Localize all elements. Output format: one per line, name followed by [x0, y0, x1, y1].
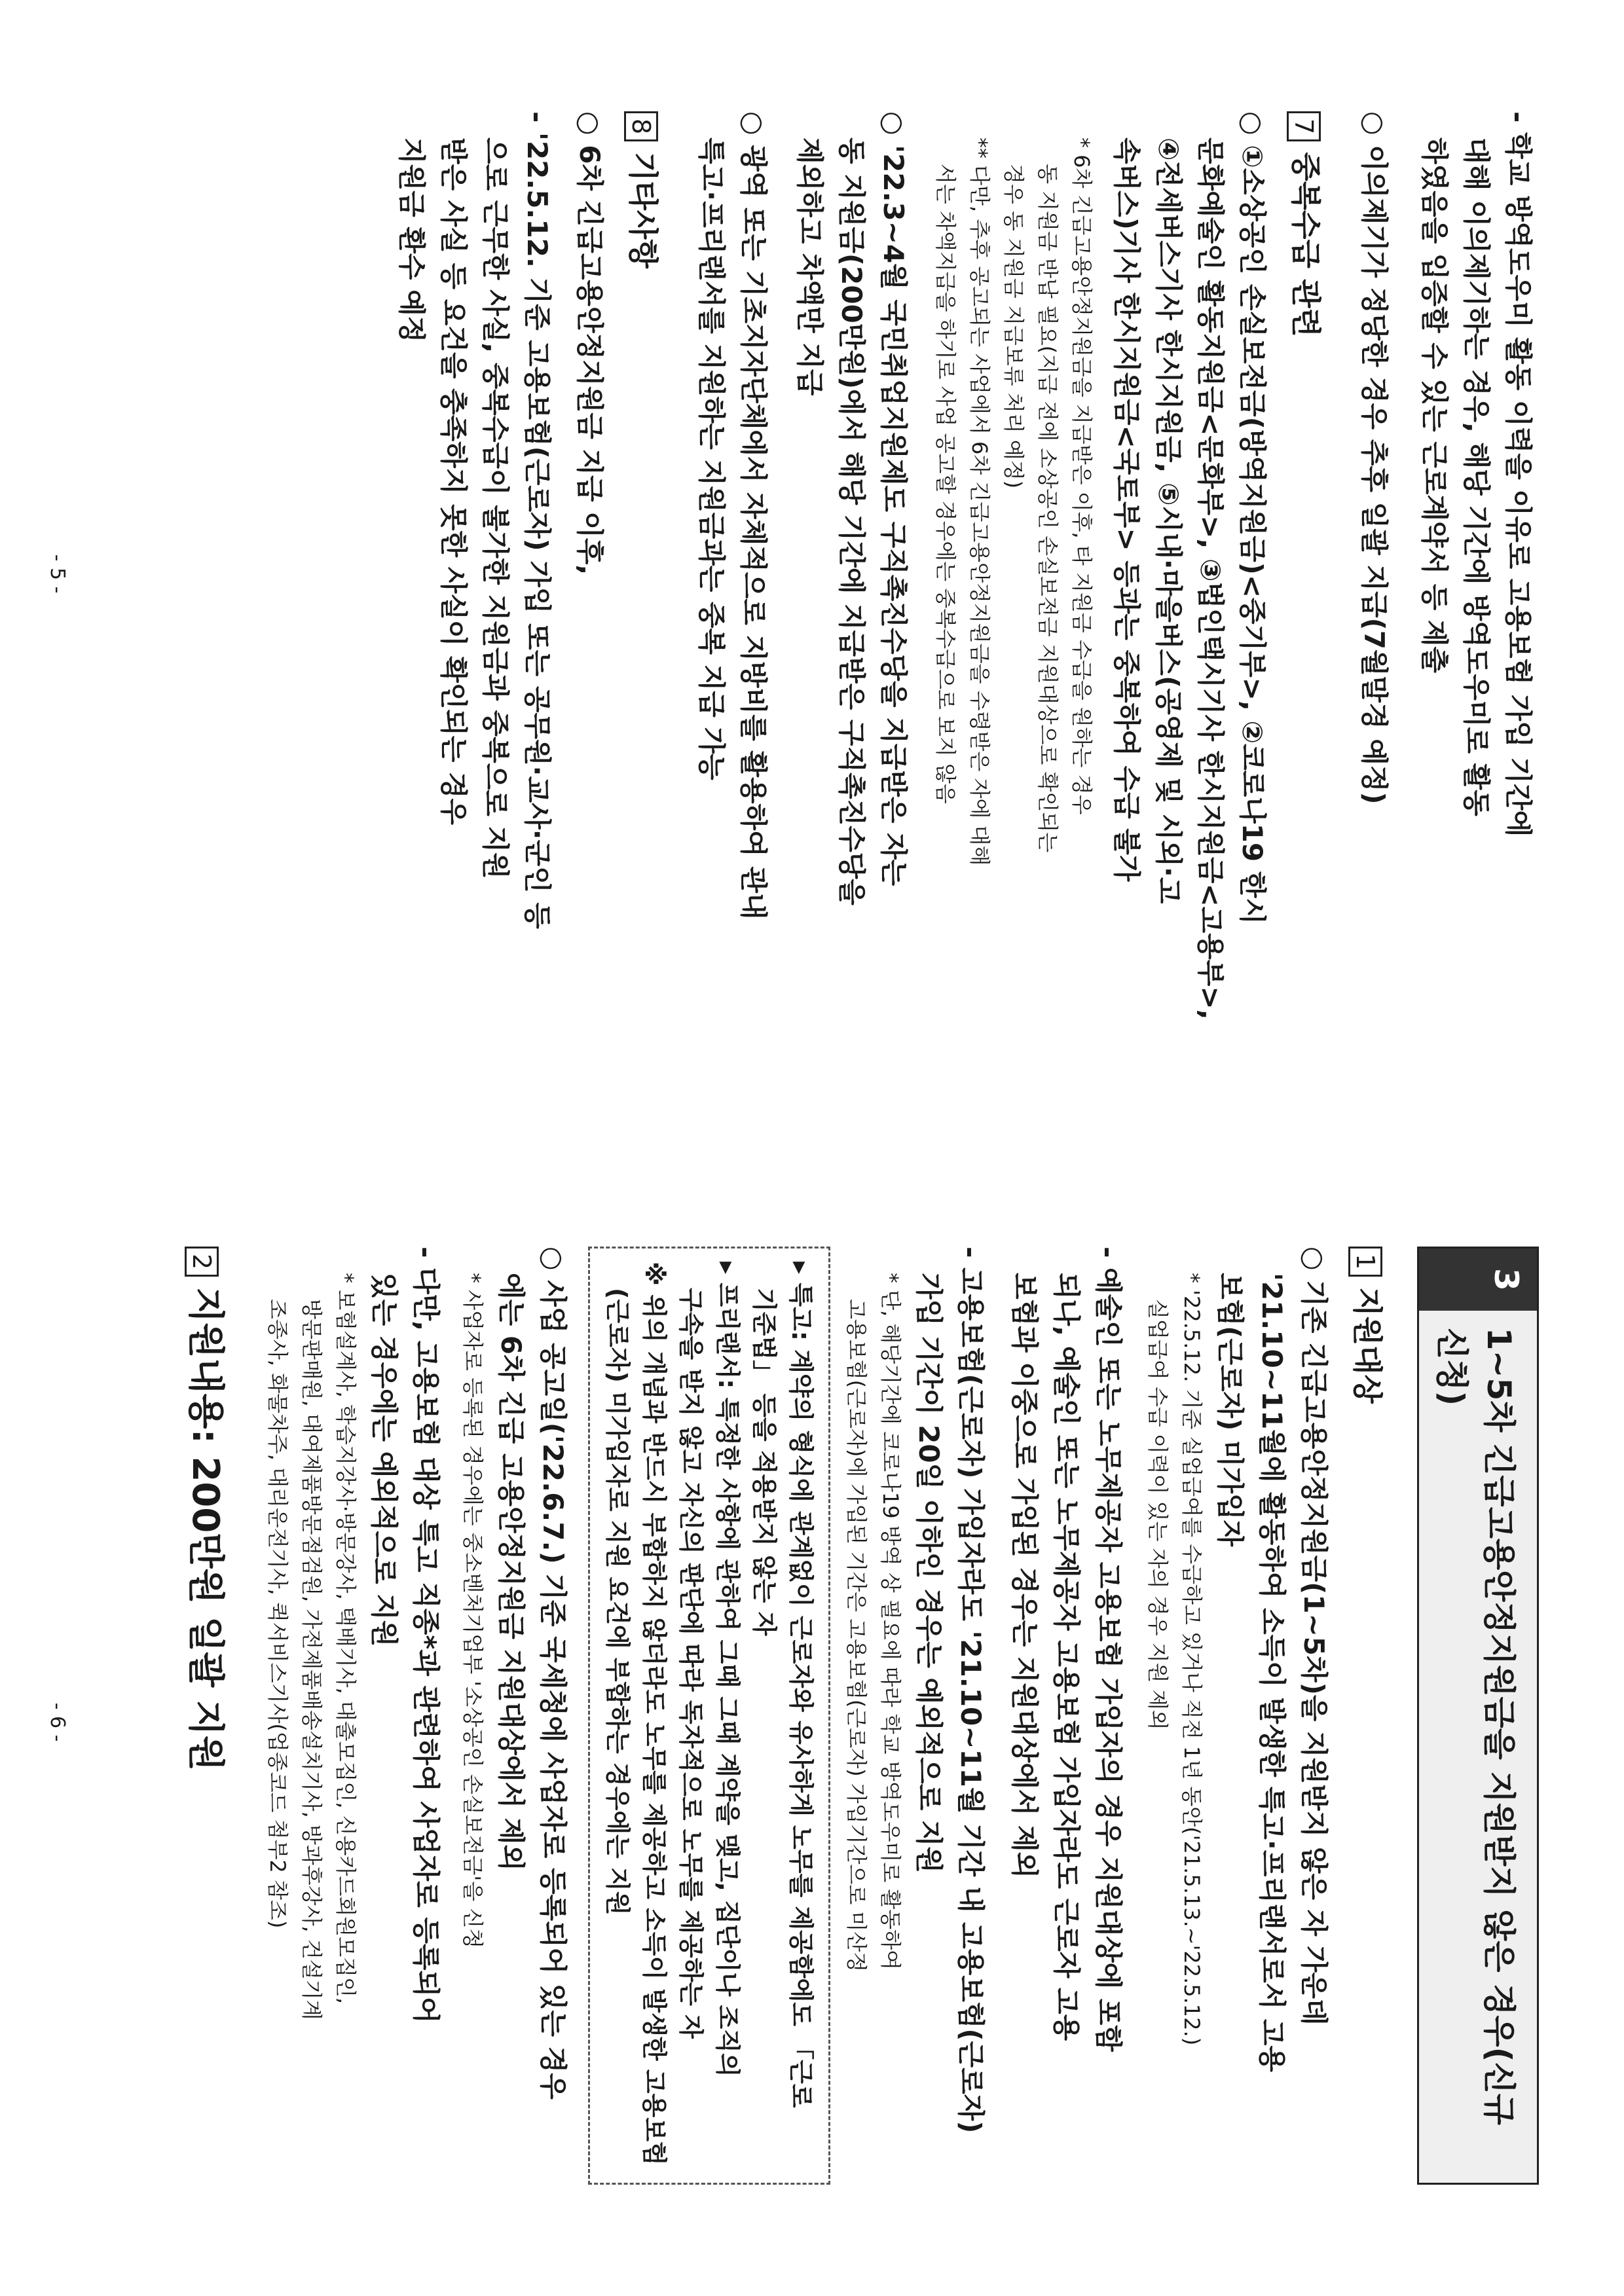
text-line: 보험과 이중으로 가입된 경우는 지원대상에서 제외	[1008, 1273, 1041, 1879]
definition-line: ※ 위의 개념과 반드시 부합하지 않더라도 노무를 제공하고 소득이 발생한 고용보험	[640, 1262, 669, 2166]
footnote-line: 고용보험(근로자)에 가입된 기간은 고용보험(근로자) 가입기간으로 미산정	[844, 1299, 869, 1973]
footnote-line: 실업급여 수급 이력이 있는 자의 경우 지원 제외	[1145, 1299, 1170, 1730]
definition-line: ▸ 프리랜서: 특정한 사항에 관하여 그때 그때 계약을 맺고, 집단이나 조직의	[713, 1262, 742, 2077]
text-line: ○ 6차 긴급고용안정지원금 지급 이후,	[574, 111, 606, 575]
text-line: 문화예술인 활동지원금<문화부>, ③법인택시기사 한시지원금<고용부>,	[1194, 137, 1227, 1020]
dash-line: - 학교 방역도우미 활동 이력을 이유로 고용보험 가입 기간에	[1502, 111, 1534, 837]
text-line: '21.10~11월에 활동하여 소득이 발생한 특고·프리랜서로서 고용	[1256, 1273, 1288, 2072]
section-title: 지원대상	[1350, 1287, 1385, 1404]
definition-line: ▸ 특고: 계약의 형식에 관계없이 근로자와 유사하게 노무를 제공함에도 「근로	[786, 1262, 815, 2108]
definition-line: (근로자) 미가입자로 지원 요건에 부합하는 경우에는 지원	[603, 1288, 632, 1916]
section-number: 7	[1287, 111, 1321, 141]
text-line: - 고용보험(근로자) 가입자라도 '21.10~11월 기간 내 고용보험(근로자)	[955, 1247, 987, 2134]
footnote-line: * 사업자로 등록된 경우에는 중소벤처기업부 '소상공인 손실보전금'을 신청	[460, 1273, 485, 1949]
text-line: ○ 광역 또는 기초지자단체에서 자체적으로 지방비를 활용하여 관내	[737, 111, 769, 920]
footnote-line: * 보험설계사, 학습지강사·방문강사, 택배기사, 대출모집인, 신용카드회원모집인,	[333, 1273, 358, 2005]
text-line: ④전세버스기사 한시지원금, ⑤시내·마을버스(공영제 및 시외·고	[1153, 137, 1185, 904]
text-line: 가입 기간이 20일 이하인 경우는 예외적으로 지원	[913, 1273, 945, 1874]
section-1-heading	[1348, 1247, 1391, 2185]
section-title: 지원내용: 200만원 일괄 지원	[184, 1287, 227, 1771]
page-6	[0, 1148, 1624, 2296]
text-line: ○ 기존 긴급고용안정지원금(1~5차)을 지원받지 않은 자 가운데	[1298, 1247, 1330, 2026]
footnote-line: ** 다만, 추후 공고되는 사업에서 6차 긴급고용안정지원금을 수령받은 자에 대해	[967, 137, 992, 866]
footnote-line: * 단, 해당기간에 코로나19 방역 상 필요에 따라 학교 방역도우미로 활동하여	[878, 1273, 903, 1971]
footnote-line: 경우 동 지원금 지급보류 처리 예정)	[1001, 164, 1026, 489]
page-number: - 6 -	[46, 1702, 69, 1742]
text-line: 보험(근로자) 미가입자	[1214, 1273, 1246, 1547]
footnote-line: * '22.5.12. 기준 실업급여를 수급하고 있거나 직전 1년 동안('21.5.13.~'22.5.12.)	[1179, 1273, 1204, 2046]
section-8-heading	[623, 111, 667, 1049]
definition-box	[588, 1247, 830, 2185]
footnote-line: 방문판매원, 대여제품방문점검원, 가전제품배송설치기사, 방과후강사, 건설기계	[299, 1299, 324, 2020]
text-line: 지원금 환수 예정	[396, 137, 428, 343]
section-title: 기타사항	[625, 152, 661, 268]
text-line: 대해 이의제기하는 경우, 해당 기간에 방역도우미로 활동	[1460, 137, 1492, 816]
section-number: 8	[624, 111, 658, 141]
section-7-heading	[1286, 111, 1329, 1049]
text-line: - 예술인 또는 노무제공자 고용보험 가입자의 경우 지원대상에 포함	[1092, 1247, 1124, 2052]
text-line: 특고·프리랜서를 지원하는 지원금과는 중복 지급 가능	[695, 137, 728, 780]
text-line: 제외하고 차액만 지급	[794, 137, 826, 396]
chapter-title-box	[1417, 1247, 1539, 2185]
footnote-line: 서는 차액지급을 하기로 사업 공고할 경우에는 중복수급으로 보지 않음	[933, 164, 958, 804]
text-line: 하였음을 입증할 수 있는 근로계약서 등 제출	[1418, 137, 1450, 674]
text-line: 속버스)기사 한시지원금<국토부> 등과는 중복하여 수급 불가	[1111, 137, 1143, 882]
chapter-title: 1~5차 긴급고용안정지원금을 지원받지 않은 경우(신규 신청)	[1419, 1311, 1537, 2183]
footnote-line: 조종사, 화물차주, 대리운전기사, 퀵서비스기사(업종코드 첨부2 참조)	[265, 1299, 290, 1929]
footnote-line: * 6차 긴급고용안정지원금을 지급받은 이후, 타 지원금 수급을 원하는 경우	[1069, 137, 1094, 815]
section-title: 중복수급 관련	[1288, 152, 1323, 337]
bullet-line: ○ 이의제기가 정당한 경우 추후 일괄 지급(7월말경 예정)	[1358, 111, 1390, 805]
text-line: 되나, 예술인 또는 노무제공자 고용보험 가입자라도 근로자 고용	[1050, 1273, 1082, 2041]
definition-line: 구속을 받지 않고 자신의 판단에 따라 독자적으로 노무를 제공하는 자	[676, 1288, 705, 2039]
text-line: 에는 6차 긴급 고용안정지원금 지원대상에서 제외	[495, 1273, 527, 1871]
text-line: - 다만, 고용보험 대상 특고 직종*과 관련하여 사업자로 등록되어	[410, 1247, 442, 2024]
text-line: - '22.5.12. 기준 고용보험(근로자) 가입 또는 공무원·교사·군인 등	[521, 111, 553, 929]
section-2-heading	[182, 1247, 234, 2185]
text-line: ○ 사업 공고일('22.6.7.) 기준 국세청에 사업자로 등록되어 있는 경우	[537, 1247, 569, 2100]
footnote-line: 동 지원금 반납 필요(지급 전에 소상공인 손실보전금 지원대상으로 확인되는	[1035, 164, 1060, 853]
text-line: 받은 사실 등 요건을 충족하지 못한 사실이 확인되는 경우	[437, 137, 470, 826]
section-number: 2	[185, 1247, 219, 1277]
text-line: ○ '22.3~4월 국민취업지원제도 구직촉진수당을 지급받은 자는	[877, 111, 910, 886]
chapter-number: 3	[1419, 1248, 1537, 1311]
definition-line: 기준법」 등을 적용받지 않는 자	[750, 1288, 779, 1636]
text-line: 으로 근무한 사실, 중복수급이 불가한 지원금과 중복으로 지원	[479, 137, 511, 879]
text-line: 동 지원금(200만원)에서 해당 기간에 지급받은 구직촉진수당을	[836, 137, 868, 905]
section-number: 1	[1348, 1247, 1382, 1277]
text-line: ○ ①소상공인 손실보전금(방역지원금)<중기부>, ②코로나19 한시	[1236, 111, 1268, 925]
page-number: - 5 -	[46, 554, 69, 594]
text-line: 있는 경우에는 예외적으로 지원	[368, 1273, 400, 1647]
